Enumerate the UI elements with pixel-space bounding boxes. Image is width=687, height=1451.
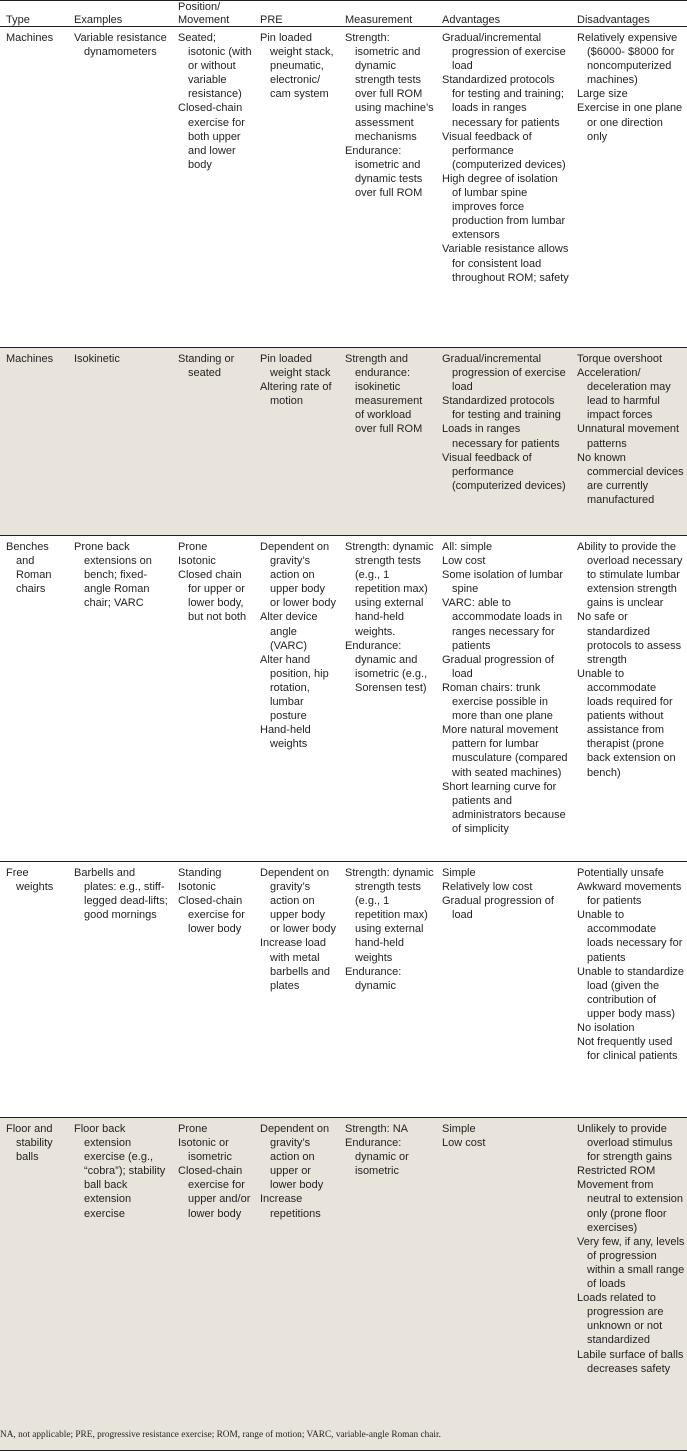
table-body: [0, 27, 687, 1451]
cell-item: Ability to provide the overload necessary to stimulate lumbar extension strength gains is unclear: [577, 541, 683, 610]
cell-item: Movement from neutral to extension only (prone floor exercises): [577, 1179, 684, 1234]
cell-pre: [254, 348, 339, 536]
cell-item: Barbells and plates: e.g., stiff-legged dead-lifts; good mornings: [74, 867, 168, 922]
cell-item: Low cost: [442, 1137, 486, 1150]
cell-item: Strength: isometric and dynamic strength tests over full ROM using machine’s assessment mechanisms: [345, 32, 434, 143]
cell-item: Dependent on gravity’s action on upper body or lower body: [260, 541, 337, 610]
cell-disadvantages: [571, 862, 687, 1118]
cell-item: Relatively low cost: [442, 881, 533, 894]
cell-measurement: [339, 536, 436, 862]
cell-measurement: [339, 27, 436, 348]
cell-item: Pin loaded weight stack: [260, 353, 331, 380]
cell-item: Roman chairs: trunk exercise possible in more than one plane: [442, 681, 553, 723]
cell-item: All: simple: [442, 541, 493, 553]
cell-disadvantages: [571, 27, 687, 348]
cell-examples: [68, 862, 172, 1118]
cell-item: Increase load with metal barbells and plates: [260, 937, 330, 992]
table-row: [0, 1118, 687, 1451]
cell-item: Large size: [577, 88, 628, 101]
cell-measurement: [339, 1118, 436, 1451]
table-row: [0, 348, 687, 536]
cell-item: High degree of isolation of lumbar spine improves force production from lumbar extensors: [442, 172, 566, 242]
cell-item: Gradual progression of load: [442, 895, 554, 922]
cell-measurement: [339, 862, 436, 1118]
cell-item: Short learning curve for patients and administrators because of simplicity: [442, 780, 566, 835]
cell-item: Closed chain for upper or lower body, but not both: [178, 569, 247, 624]
cell-item: Loads related to progression are unknown or not standardized: [577, 1292, 664, 1347]
cell-pre: [254, 27, 339, 348]
header-examples: Examples: [68, 1, 172, 27]
cell-position-movement: [172, 862, 254, 1118]
cell-advantages: [436, 1118, 571, 1451]
table-row: [0, 536, 687, 862]
cell-pre: [254, 862, 339, 1118]
cell-item: Endurance: dynamic or isometric: [345, 1137, 409, 1178]
cell-item: Free weights: [6, 867, 54, 894]
cell-item: Closed-chain exercise for lower body: [178, 895, 245, 936]
header-pre: PRE: [254, 1, 339, 27]
cell-item: Alter hand position, hip rotation, lumbar posture: [260, 653, 329, 723]
cell-type: [0, 536, 68, 862]
cell-item: Variable resistance allows for consistent load throughout ROM; safety: [442, 243, 569, 284]
cell-examples: [68, 348, 172, 536]
cell-item: Visual feedback of performance (computerized devices): [442, 451, 566, 492]
cell-item: Relatively expensive ($6000- $8000 for noncomputerized machines): [577, 32, 678, 87]
cell-item: Standardized protocols for testing and training: [442, 395, 561, 422]
header-disadvantages: Disadvantages: [571, 1, 687, 27]
cell-item: Unable to accommodate loads necessary for patients: [577, 909, 683, 964]
cell-examples: [68, 27, 172, 348]
cell-item: Variable resistance dynamometers: [74, 32, 167, 59]
cell-examples: [68, 1118, 172, 1451]
cell-advantages: [436, 536, 571, 862]
cell-item: Seated; isotonic (with or without variable resistance): [178, 32, 252, 101]
cell-item: Simple: [442, 867, 476, 879]
cell-item: Machines: [6, 353, 54, 365]
cell-examples: [68, 536, 172, 862]
header-type: Type: [0, 1, 68, 27]
cell-item: Isotonic or isometric: [178, 1137, 233, 1164]
cell-measurement: [339, 348, 436, 536]
cell-type: [0, 27, 68, 348]
cell-advantages: [436, 27, 571, 348]
cell-item: Prone: [178, 541, 208, 553]
cell-item: No known commercial devices are currently manufactured: [577, 451, 684, 506]
cell-item: Standing: [178, 867, 222, 879]
cell-item: Dependent on gravity’s action on upper body or lower body: [260, 867, 337, 936]
cell-item: Endurance: dynamic: [345, 965, 402, 992]
cell-item: Acceleration/ deceleration may lead to harmful impact forces: [577, 367, 671, 422]
cell-item: Loads in ranges necessary for patients: [442, 423, 560, 450]
cell-item: Strength: NA: [345, 1123, 408, 1135]
cell-item: Altering rate of motion: [260, 381, 332, 408]
cell-item: Low cost: [442, 555, 486, 568]
cell-item: Prone: [178, 1123, 208, 1135]
cell-item: VARC: able to accommodate loads in ranges necessary for patients: [442, 597, 563, 652]
cell-item: Closed-chain exercise for both upper and lower body: [178, 102, 245, 171]
cell-item: Alter device angle (VARC): [260, 611, 318, 652]
cell-item: Gradual/incremental progression of exercise load: [442, 32, 566, 73]
cell-item: Gradual/incremental progression of exercise load: [442, 353, 566, 394]
cell-advantages: [436, 862, 571, 1118]
header-row: [0, 1, 687, 27]
cell-item: Restricted ROM: [577, 1165, 656, 1178]
cell-item: Very few, if any, levels of progression within a small range of loads: [577, 1235, 685, 1291]
cell-item: Exercise in one plane or one direction only: [577, 102, 683, 143]
cell-item: Not frequently used for clinical patients: [577, 1036, 678, 1063]
cell-advantages: [436, 348, 571, 536]
cell-pre: [254, 1118, 339, 1451]
cell-item: Floor back extension exercise (e.g., “cobra”); stability ball back extension exercise: [74, 1123, 166, 1220]
cell-type: [0, 348, 68, 536]
cell-pre: [254, 536, 339, 862]
cell-item: More natural movement pattern for lumbar musculature (compared with seated machines): [442, 724, 568, 779]
cell-item: Isotonic: [178, 881, 216, 894]
cell-item: No isolation: [577, 1022, 635, 1035]
cell-item: Machines: [6, 32, 54, 44]
cell-item: Torque overshoot: [577, 353, 662, 365]
cell-item: Hand-held weights: [260, 724, 311, 751]
cell-item: Endurance: isometric and dynamic tests over full ROM: [345, 144, 423, 200]
cell-item: Simple: [442, 1123, 476, 1135]
cell-item: Strength and endurance: isokinetic measurement of workload over full ROM: [345, 353, 423, 436]
cell-item: Gradual progression of load: [442, 653, 554, 680]
cell-position-movement: [172, 27, 254, 348]
cell-item: Floor and stability balls: [6, 1123, 53, 1164]
cell-item: Dependent on gravity’s action on upper or lower body: [260, 1123, 330, 1192]
cell-disadvantages: [571, 1118, 687, 1451]
cell-item: Benches and Roman chairs: [6, 541, 52, 596]
cell-item: Strength: dynamic strength tests (e.g., 1 repetition max) using external hand-held weights.: [345, 541, 434, 638]
cell-item: Awkward movements for patients: [577, 881, 682, 908]
cell-item: Increase repetitions: [260, 1193, 321, 1220]
cell-position-movement: [172, 348, 254, 536]
cell-item: Prone back extensions on bench; fixed-angle Roman chair; VARC: [74, 541, 152, 610]
cell-item: Unlikely to provide overload stimulus for strength gains: [577, 1123, 673, 1164]
cell-position-movement: [172, 1118, 254, 1451]
cell-item: Endurance: dynamic and isometric (e.g., Sorensen test): [345, 639, 428, 694]
header-measurement: Measurement: [339, 1, 436, 27]
cell-position-movement: [172, 536, 254, 862]
footnote: NA, not applicable; PRE, progressive resistance exercise; ROM, range of motion; VARC, variable-angle Roman chair.: [0, 1430, 441, 1440]
header-advantages: Advantages: [436, 1, 571, 27]
table-row: [0, 27, 687, 348]
cell-item: Closed-chain exercise for upper and/or lower body: [178, 1165, 251, 1220]
cell-item: Visual feedback of performance (computerized devices): [442, 130, 566, 171]
table-row: [0, 862, 687, 1118]
header-position-movement: Position/ Movement: [172, 1, 254, 27]
cell-type: [0, 1118, 68, 1451]
cell-item: Potentially unsafe: [577, 867, 664, 879]
cell-item: Isokinetic: [74, 353, 120, 365]
cell-type: [0, 862, 68, 1118]
cell-item: Strength: dynamic strength tests (e.g., 1 repetition max) using external hand-held weights: [345, 867, 434, 964]
cell-item: Labile surface of balls decreases safety: [577, 1348, 684, 1375]
cell-item: No safe or standardized protocols to assess strength: [577, 611, 682, 666]
cell-item: Unable to standardize load (given the contribution of upper body mass): [577, 965, 685, 1020]
cell-item: Some isolation of lumbar spine: [442, 569, 564, 596]
cell-disadvantages: [571, 348, 687, 536]
cell-item: Pin loaded weight stack, pneumatic, electronic/ cam system: [260, 32, 334, 101]
cell-item: Standing or seated: [178, 353, 235, 380]
cell-item: Standardized protocols for testing and training; loads in ranges necessary for patients: [442, 74, 564, 129]
cell-item: Unable to accommodate loads required for patients without assistance from therapist (prone back extension on bench): [577, 667, 676, 779]
cell-disadvantages: [571, 536, 687, 862]
cell-item: Isotonic: [178, 555, 216, 568]
cell-item: Unnatural movement patterns: [577, 423, 680, 450]
